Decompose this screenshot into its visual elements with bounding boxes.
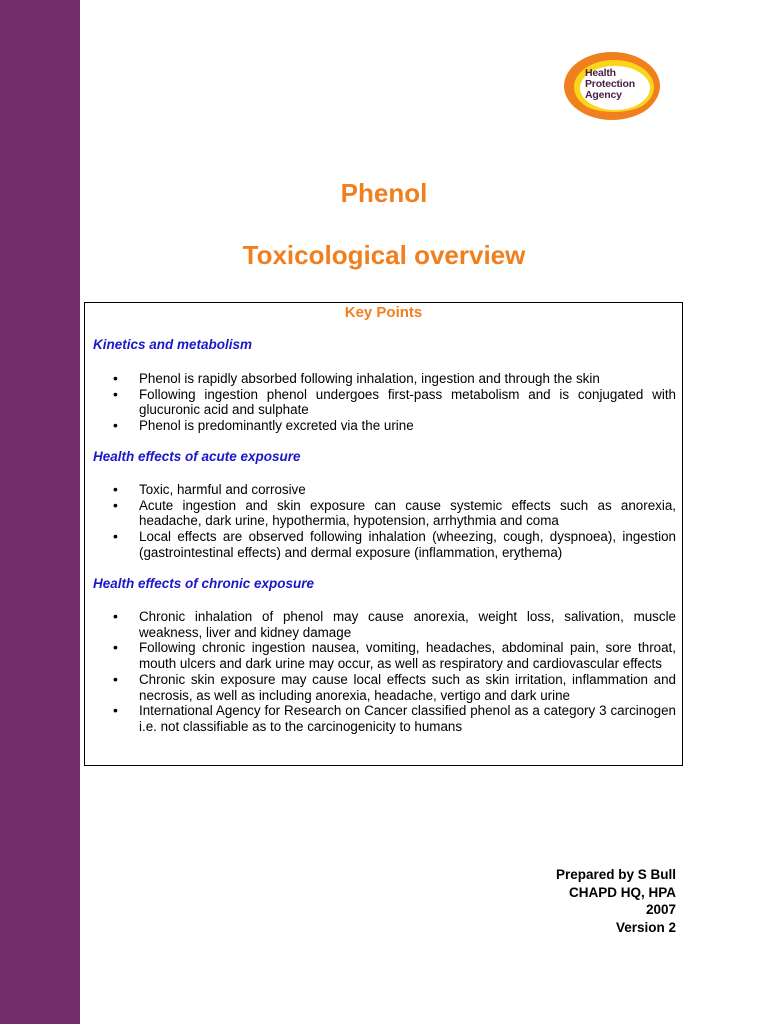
section-heading-kinetics: Kinetics and metabolism (93, 337, 253, 352)
logo-text (585, 68, 635, 101)
document-subtitle: Toxicological overview (242, 240, 526, 270)
list-item: • Phenol is predominantly excreted via the urine (113, 418, 676, 434)
logo-line-2: Protection (585, 78, 635, 90)
acute-list (113, 482, 676, 561)
logo-line-1: Health (585, 67, 616, 79)
list-item: • Following chronic ingestion nausea, vomiting, headaches, abdominal pain, sore throat, mouth ulcers and dark urine may occur, as well as respiratory and cardiovascular effects (113, 640, 676, 671)
chronic-list (113, 609, 676, 735)
organisation-line: CHAPD HQ, HPA (568, 884, 676, 900)
version-line: Version 2 (615, 919, 676, 935)
list-item: • International Agency for Research on Cancer classified phenol as a category 3 carcinogen i.e. not classifiable as to the carcinogenicity to humans (113, 703, 676, 734)
list-item: • Phenol is rapidly absorbed following inhalation, ingestion and through the skin (113, 371, 676, 387)
list-item: • Chronic skin exposure may cause local effects such as skin irritation, inflammation and necrosis, as well as including anorexia, headache, vertigo and dark urine (113, 672, 676, 703)
hpa-logo (562, 50, 662, 122)
section-heading-acute: Health effects of acute exposure (93, 449, 301, 464)
prepared-by-block (440, 866, 676, 936)
key-points-heading: Key Points (344, 304, 423, 321)
kinetics-list (113, 371, 676, 434)
list-item: • Chronic inhalation of phenol may cause anorexia, weight loss, salivation, muscle weakness, liver and kidney damage (113, 609, 676, 640)
year-line: 2007 (645, 902, 676, 917)
document-title: Phenol (340, 178, 428, 208)
list-item: • Toxic, harmful and corrosive (113, 482, 676, 498)
section-heading-chronic: Health effects of chronic exposure (93, 576, 315, 591)
left-color-bar (0, 0, 80, 1024)
list-item: • Following ingestion phenol undergoes first-pass metabolism and is conjugated with glucuronic acid and sulphate (113, 387, 676, 418)
list-item: • Local effects are observed following inhalation (wheezing, cough, dyspnoea), ingestion (gastrointestinal effects) and dermal exposure (inflammation, erythema) (113, 529, 676, 560)
list-item: • Acute ingestion and skin exposure can cause systemic effects such as anorexia, headache, dark urine, hypothermia, hypotension, arrhythmia and coma (113, 498, 676, 529)
logo-line-3: Agency (585, 89, 622, 101)
prepared-by-line: Prepared by S Bull (555, 867, 676, 882)
key-points-box (84, 302, 683, 766)
